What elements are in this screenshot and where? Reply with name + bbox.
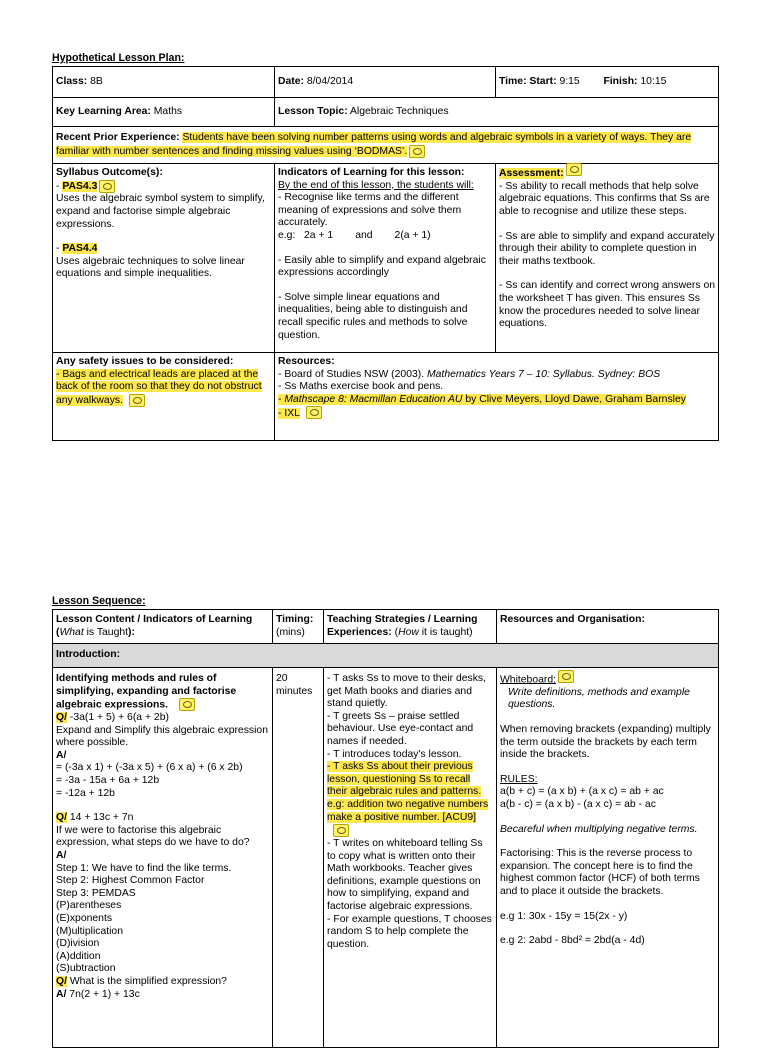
finish-label: Finish: xyxy=(603,75,638,87)
resources-cell xyxy=(275,353,719,441)
strategies-cell xyxy=(324,668,497,1048)
strategy-item: - T asks Ss to move to their desks, get Math books and diaries and stand quietly. xyxy=(327,673,486,710)
prior-experience-cell xyxy=(53,127,719,164)
comment-icon[interactable] xyxy=(179,698,195,711)
safety-text: - Bags and electrical leads are placed at the back of the room so that they do not obstruct any walkways. xyxy=(56,368,262,407)
question-expression: 14 + 13c + 7n xyxy=(69,812,134,824)
example-and: and xyxy=(355,229,373,241)
assessment-cell xyxy=(496,164,719,353)
resource-item: - IXL xyxy=(278,406,715,420)
pemdas-item: (A)ddition xyxy=(56,950,101,962)
pemdas-item: (M)ultiplication xyxy=(56,925,123,937)
timing-value: 20 xyxy=(276,673,288,684)
pas44-row: - PAS4.4 xyxy=(56,243,98,255)
comment-icon[interactable] xyxy=(129,394,145,407)
example-label: e.g: xyxy=(278,229,296,241)
question-text: Expand and Simplify this algebraic expression where possible. xyxy=(56,724,268,749)
resource-item: - Ss Maths exercise book and pens. xyxy=(278,381,444,393)
timing-unit: minutes xyxy=(276,685,313,697)
strategy-item: - T asks Ss about their previous lesson, questioning Ss to recall their algebraic rules and patterns. e.g: addition two negative numbers make a positive number. [ACU9] xyxy=(327,761,493,838)
date-label: Date: xyxy=(278,75,304,87)
question-text: What is the simplified expression? xyxy=(69,975,227,987)
example-expression-a: 2a + 1 xyxy=(304,229,334,241)
col-header-content: Lesson Content / Indicators of Learning (What is Taught): xyxy=(53,610,273,644)
strategy-item: - T writes on whiteboard telling Ss to copy what is written onto their Math workbooks. Teacher gives definitions, example questions on how to simplifying, expand and factorise algebraic expressions. xyxy=(327,837,483,912)
prior-experience-text: Students have been solving number patterns using words and algebraic symbols in a variety of ways. They are familiar with number sentences and finding missing values using ‘BODMAS’. xyxy=(56,132,692,157)
class-label: Class: xyxy=(56,75,88,87)
resource-item: - Mathscape 8: Macmillan Education AU by Clive Meyers, Lloyd Dawe, Graham Barnsley xyxy=(278,393,686,405)
pas44-code: PAS4.4 xyxy=(62,243,98,255)
answer-step: = (-3a x 1) + (-3a x 5) + (6 x a) + (6 x 2b) xyxy=(56,762,243,774)
topic-label: Lesson Topic: xyxy=(278,105,348,117)
assessment-item: - Ss ability to recall methods that help solve algebraic equations. This confirms that Ss are able to recognise and utilize these steps. xyxy=(499,180,710,218)
rule-item: a(b + c) = (a x b) + (a x c) = ab + ac xyxy=(500,786,664,798)
time-start-value: 9:15 xyxy=(559,75,580,87)
indicators-cell xyxy=(275,164,496,353)
introduction-label: Introduction: xyxy=(56,649,121,661)
resource-item: - Board of Studies NSW (2003). Mathematics Years 7 – 10: Syllabus. Sydney: BOS xyxy=(278,368,661,380)
step-item: Step 2: Highest Common Factor xyxy=(56,875,205,887)
content-heading: Identifying methods and rules of simplifying, expanding and factorise algebraic expressions. xyxy=(56,673,237,711)
comment-icon[interactable] xyxy=(333,824,349,837)
class-value: 8B xyxy=(90,75,103,87)
indicators-subheading: By the end of this lesson, the students will: xyxy=(278,179,474,191)
comment-icon[interactable] xyxy=(409,145,425,158)
comment-icon[interactable] xyxy=(558,670,574,683)
resources-organisation-cell xyxy=(497,668,719,1048)
safety-heading: Any safety issues to be considered: xyxy=(56,356,234,367)
pas43-text: Uses the algebraic symbol system to simplify, expand and factorise simple algebraic expressions. xyxy=(56,193,265,230)
date-value: 8/04/2014 xyxy=(306,75,354,87)
factorising-example: e.g 1: 30x - 15y = 15(2x - y) xyxy=(500,910,628,922)
strategy-item: - For example questions, T chooses random S to help complete the question. xyxy=(327,913,492,950)
answer-step: 7n(2 + 1) + 13c xyxy=(69,988,140,1000)
topic-cell xyxy=(275,98,719,127)
time-start-label: Time: Start: xyxy=(499,75,557,87)
pas43-row: - PAS4.3 xyxy=(56,181,115,192)
finish-value: 10:15 xyxy=(640,75,667,87)
pemdas-item: (D)ivision xyxy=(56,938,100,950)
example-expression-b: 2(a + 1) xyxy=(394,229,431,241)
question-expression: -3a(1 + 5) + 6(a + 2b) xyxy=(69,712,169,724)
pemdas-item: (S)ubtraction xyxy=(56,963,116,975)
rule-item: a(b - c) = (a x b) - (a x c) = ab - ac xyxy=(500,799,656,810)
kla-label: Key Learning Area: xyxy=(56,105,151,117)
rules-heading: RULES: xyxy=(500,773,538,785)
comment-icon[interactable] xyxy=(99,180,115,193)
comment-icon[interactable] xyxy=(306,406,322,419)
content-cell: Identifying methods and rules of simplifying, expanding and factorise algebraic expressions. Q/ -3a(1 + 5) + 6(a + 2b) Expand and Simplify this algebraic expression where possible. A/ = (-3a x 1) + (-3a x 5) + (6 x a) + (6 x 2b) = -3a - 15a + 6a + 12b = -12a + 12b Q/ 14 + 13c + 7n If we were to factorise this algebraic expression, what steps do we have to do? A/ Step 1: We have to find the like terms. Step 2: Highest Common Factor Step 3: PEMDAS (P)arentheses (E)xponents (M)ultiplication (D)ivision (A)ddition (S)ubtraction Q/ What is the simplified expression? A/ 7n(2 + 1) + 13c xyxy=(53,668,273,1048)
pas44-text: Uses algebraic techniques to solve linear equations and simple inequalities. xyxy=(56,255,245,280)
resources-heading: Resources: xyxy=(278,356,335,367)
topic-value: Algebraic Techniques xyxy=(350,105,449,117)
kla-cell xyxy=(53,98,275,127)
whiteboard-text: Write definitions, methods and example questions. xyxy=(508,686,690,711)
pemdas-item: (P)arentheses xyxy=(56,900,122,912)
timing-cell xyxy=(273,668,324,1048)
lesson-sequence-title: Lesson Sequence: xyxy=(52,595,146,607)
lesson-plan-table xyxy=(52,66,719,441)
assessment-item: - Ss can identify and correct wrong answers on the worksheet T has given. This ensures Ss know the procedures needed to solve linear equations. xyxy=(499,280,715,330)
pemdas-item: (E)xponents xyxy=(56,912,113,924)
assessment-item: - Ss are able to simplify and expand accurately through their ability to complete question in their maths textbook. xyxy=(499,230,715,267)
lesson-sequence-table xyxy=(52,609,719,1048)
col-header-timing: Timing: (mins) xyxy=(273,610,324,644)
safety-cell xyxy=(53,353,275,441)
syllabus-outcomes-cell xyxy=(53,164,275,353)
col-header-strategies: Teaching Strategies / Learning Experiences: (How it is taught) xyxy=(324,610,497,644)
answer-step: = -12a + 12b xyxy=(56,787,115,799)
col-header-resources: Resources and Organisation: xyxy=(497,610,719,644)
comment-icon[interactable] xyxy=(566,163,582,176)
strategy-item: - T greets Ss – praise settled behaviour. Use eye-contact and names if needed. xyxy=(327,710,474,747)
prior-experience-label: Recent Prior Experience: xyxy=(56,132,180,143)
indicator-example xyxy=(278,230,492,243)
step-item: Step 3: PEMDAS xyxy=(56,887,136,899)
date-cell xyxy=(275,67,496,98)
kla-value: Maths xyxy=(153,105,183,117)
assessment-heading: Assessment: xyxy=(499,168,564,180)
lesson-plan-title: Hypothetical Lesson Plan: xyxy=(52,52,185,64)
careful-note: Becareful when multiplying negative terms. xyxy=(500,823,698,835)
factorising-text: Factorising: This is the reverse process to expansion. The concept here is to find the highest common factor (HCF) of both terms and to place it outside the brackets. xyxy=(500,848,700,897)
indicator-item: - Easily able to simplify and expand algebraic expressions accordingly xyxy=(278,254,486,279)
outcomes-heading: Syllabus Outcome(s): xyxy=(56,167,163,178)
strategy-item: - T introduces today's lesson. xyxy=(327,748,462,760)
removing-brackets-text: When removing brackets (expanding) multiply the term outside the brackets by each term inside the brackets. xyxy=(500,724,711,761)
whiteboard-label: Whiteboard: xyxy=(500,674,557,686)
factorising-example: e.g 2: 2abd - 8bd² = 2bd(a - 4d) xyxy=(500,935,645,947)
indicator-item: - Solve simple linear equations and inequalities, being able to distinguish and recall specific rules and methods to solve question. xyxy=(278,291,468,341)
class-cell xyxy=(53,67,275,98)
indicator-item: - Recognise like terms and the different meaning of expressions and solve them accurately. xyxy=(278,192,462,229)
time-cell xyxy=(496,67,719,98)
question-text: If we were to factorise this algebraic expression, what steps do we have to do? xyxy=(56,824,250,849)
pas43-code: PAS4.3 xyxy=(62,180,98,192)
introduction-row xyxy=(53,644,719,668)
answer-step: = -3a - 15a + 6a + 12b xyxy=(56,775,160,786)
step-item: Step 1: We have to find the like terms. xyxy=(56,862,232,874)
indicators-heading: Indicators of Learning for this lesson: xyxy=(278,167,465,178)
